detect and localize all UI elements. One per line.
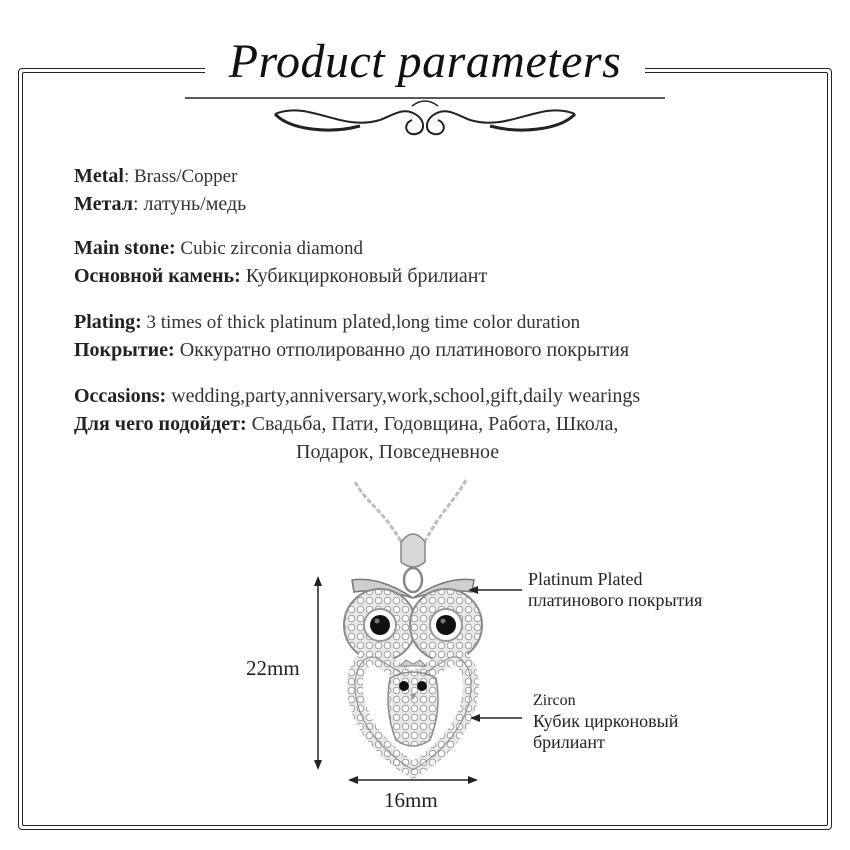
occasions-value-en: wedding,party,anniversary,work,school,gift,daily wearings [166,385,641,407]
callout-zircon-ru-1: Кубик цирконовый [533,711,679,731]
plating-value-ru: Оккуратно отполированно до платинового покрытия [174,339,630,361]
page-title: Product parameters [228,35,622,88]
callout-plating-ru: платинового покрытия [528,590,703,610]
plating-ru-line [74,339,629,362]
owl-pendant-illustration [230,470,610,830]
occasions-ru-line [74,413,618,436]
stone-en-line [74,237,363,260]
stone-label-en: Main stone: [74,237,176,259]
occasions-label-en: Occasions: [74,385,167,407]
plating-en-line [74,311,580,334]
occasions-value-ru-2: Подарок, Повседневное [296,441,500,463]
stone-value-en: Cubic zirconia diamond [175,238,363,259]
callout-zircon-ru-2: брилиант [533,732,605,752]
callout-plating-en: Platinum Plated [528,569,643,589]
plating-label-en: Plating: [74,311,142,333]
height-dimension: 22mm [246,656,300,680]
left-eye [370,615,390,635]
plating-label-ru: Покрытие: [74,339,175,361]
chain [355,482,408,560]
occasions-ru-line-2 [296,441,499,464]
occasions-en-line [74,385,640,408]
right-eye [436,615,456,635]
metal-value-en: : Brass/Copper [123,166,238,187]
callout-zircon-en: Zircon [533,692,576,709]
plating-callout [528,569,702,611]
occasions-label-ru: Для чего подойдет: [74,413,247,435]
plating-value-en-c: ,long time color duration [391,312,581,333]
metal-en-line [74,165,237,188]
width-dimension: 16mm [384,788,438,812]
plating-value-en-b: plated [342,311,392,333]
metal-ru-line [74,193,246,216]
title-flourish-ornament [180,92,670,142]
zircon-callout [533,690,678,753]
occasions-value-ru-1: Свадьба, Пати, Годовщина, Работа, Школа, [246,413,619,435]
metal-label-en: Metal [74,165,124,187]
metal-label-ru: Метал [74,193,133,215]
metal-value-ru: : латунь/медь [132,193,247,215]
stone-label-ru: Основной камень: [74,265,241,287]
plating-value-en-a: 3 times of thick platinum [141,312,343,333]
stone-value-ru: Кубикцирконовый брилиант [240,265,488,287]
stone-ru-line [74,265,487,288]
baby-owl [388,672,438,746]
